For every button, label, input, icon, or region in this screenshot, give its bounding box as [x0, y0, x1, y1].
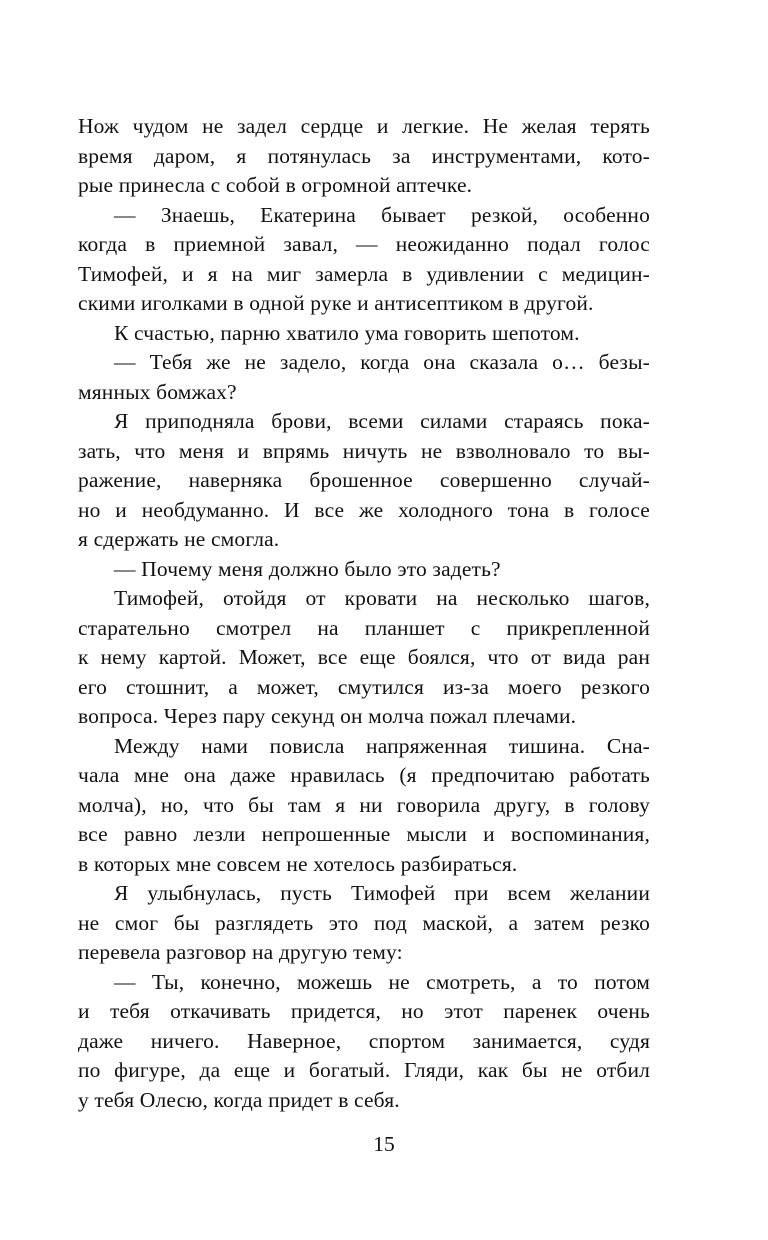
- text-line: Тимофей, и я на миг замерла в удивлении с медицин-: [78, 261, 650, 286]
- text-line: молча), но, что бы там я ни говорила другу, в голову: [78, 792, 650, 817]
- text-line: даже ничего. Наверное, спортом занимается, судя: [78, 1028, 650, 1053]
- text-line: рые принесла с собой в огромной аптечке.: [78, 173, 473, 197]
- text-line: мянных бомжах?: [78, 379, 237, 404]
- text-line: — Ты, конечно, можешь не смотреть, а то потом: [114, 969, 650, 994]
- text-line: старательно смотрел на планшет с прикрепленной: [78, 615, 650, 640]
- text-line: его стошнит, а может, смутился из-за моего резкого: [78, 674, 650, 699]
- page-number: 15: [373, 1132, 395, 1156]
- text-line: К счастью, парню хватило ума говорить шепотом.: [114, 320, 580, 345]
- text-line: зать, что меня и впрямь ничуть не взволновало то вы-: [78, 438, 650, 463]
- text-line: — Почему меня должно было это задеть?: [114, 556, 501, 581]
- text-line: — Тебя же не задело, когда она сказала о… безы-: [114, 350, 650, 374]
- text-line: у тебя Олесю, когда придет в себя.: [78, 1087, 400, 1112]
- text-line: ражение, наверняка брошенное совершенно случай-: [78, 468, 650, 492]
- text-line: но и необдуманно. И все же холодного тона в голосе: [78, 497, 650, 522]
- book-page-text: [78, 112, 650, 1115]
- text-line: все равно лезли непрошенные мысли и воспоминания,: [78, 822, 650, 846]
- text-line: и тебя откачивать придется, но этот паренек очень: [78, 999, 650, 1023]
- text-line: скими иголками в одной руке и антисептиком в другой.: [78, 291, 594, 315]
- text-line: Между нами повисла напряженная тишина. Сна-: [114, 733, 650, 758]
- text-line: Тимофей, отойдя от кровати на несколько шагов,: [114, 586, 650, 610]
- text-line: Я улыбнулась, пусть Тимофей при всем желании: [114, 881, 650, 905]
- text-line: в которых мне совсем не хотелось разбираться.: [78, 851, 518, 876]
- text-line: по фигуре, да еще и богатый. Гляди, как бы не отбил: [78, 1058, 650, 1082]
- text-line: чала мне она даже нравилась (я предпочитаю работать: [78, 763, 650, 787]
- text-line: Нож чудом не задел сердце и легкие. Не желая терять: [78, 114, 650, 138]
- text-line: не смог бы разглядеть это под маской, а затем резко: [78, 910, 650, 935]
- text-line: Я приподняла брови, всеми силами стараясь пока-: [114, 409, 650, 433]
- text-line: перевела разговор на другую тему:: [78, 940, 403, 964]
- text-line: когда в приемной завал, — неожиданно подал голос: [78, 232, 650, 256]
- text-line: я сдержать не смогла.: [78, 527, 280, 551]
- text-line: к нему картой. Может, все еще боялся, что от вида ран: [78, 645, 650, 669]
- text-line: вопроса. Через пару секунд он молча пожал плечами.: [78, 704, 577, 728]
- text-line: время даром, я потянулась за инструментами, кото-: [78, 143, 650, 168]
- text-line: — Знаешь, Екатерина бывает резкой, особенно: [114, 202, 650, 227]
